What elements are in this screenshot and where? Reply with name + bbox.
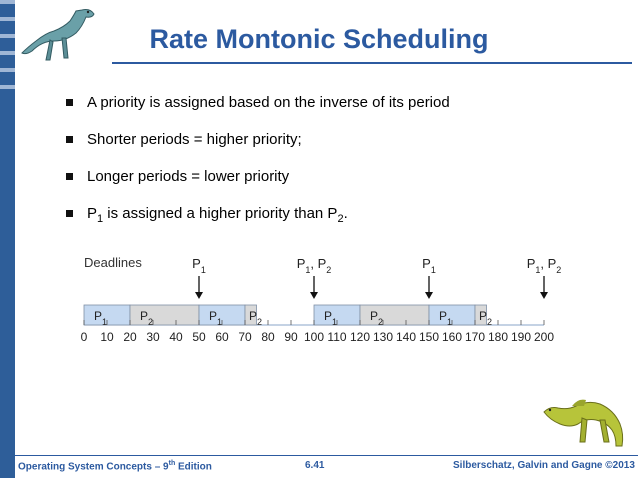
scheduling-timeline bbox=[78, 250, 578, 350]
slide-title: Rate Montonic Scheduling bbox=[149, 24, 489, 54]
segment-label: $P_2$ bbox=[249, 309, 263, 327]
dinosaur-icon bbox=[542, 378, 634, 454]
square-bullet-icon bbox=[66, 210, 73, 217]
bullet-item bbox=[66, 92, 606, 129]
segment-label: $P_1$ bbox=[439, 309, 453, 327]
bullet-item bbox=[66, 166, 606, 203]
tick-label: 50 bbox=[192, 330, 206, 344]
title-divider bbox=[112, 62, 632, 64]
segment-label: $P_2$ bbox=[140, 309, 154, 327]
deadlines-label: Deadlines bbox=[84, 255, 142, 270]
tick-label: 30 bbox=[146, 330, 160, 344]
footer-divider bbox=[15, 455, 638, 456]
segment-label: $P_1$ bbox=[209, 309, 223, 327]
deadline-label: $P_1$ bbox=[422, 256, 436, 275]
footer-copyright: Silberschatz, Galvin and Gagne ©2013 bbox=[453, 460, 635, 471]
deadline-arrow-head bbox=[425, 292, 433, 299]
tick-label: 60 bbox=[215, 330, 229, 344]
segment-label: $P_2$ bbox=[370, 309, 384, 327]
bullet-text: $P_1$ is assigned a higher priority than $P_2$. bbox=[87, 205, 348, 225]
bullet-list bbox=[66, 92, 606, 240]
bullet-text: Longer periods = lower priority bbox=[87, 168, 290, 185]
tick-label: 10 bbox=[100, 330, 114, 344]
tick-label: 40 bbox=[169, 330, 183, 344]
deadline-arrow-head bbox=[195, 292, 203, 299]
tick-label: 180 bbox=[487, 330, 509, 344]
tick-label: 90 bbox=[284, 330, 298, 344]
bullet-text: A priority is assigned based on the inverse of its period bbox=[87, 94, 450, 111]
deadline-arrow-head bbox=[310, 292, 318, 299]
square-bullet-icon bbox=[66, 173, 73, 180]
tick-label: 0 bbox=[80, 330, 88, 344]
deadline-label: $P_1$, $P_2$ bbox=[526, 256, 562, 275]
footer-book-title: Operating System Concepts – 9th Edition bbox=[18, 460, 212, 473]
tick-label: 20 bbox=[123, 330, 137, 344]
segment-label: $P_1$ bbox=[324, 309, 338, 327]
tick-label: 200 bbox=[533, 330, 555, 344]
tick-label: 150 bbox=[418, 330, 440, 344]
bullet-item bbox=[66, 129, 606, 166]
left-accent-bar bbox=[0, 0, 15, 478]
tick-label: 170 bbox=[464, 330, 486, 344]
bullet-item bbox=[66, 203, 606, 240]
tick-label: 120 bbox=[349, 330, 371, 344]
segment-label: $P_2$ bbox=[479, 309, 493, 327]
footer-page-number: 6.41 bbox=[305, 460, 325, 471]
square-bullet-icon bbox=[66, 99, 73, 106]
tick-label: 140 bbox=[395, 330, 417, 344]
square-bullet-icon bbox=[66, 136, 73, 143]
deadline-label: $P_1$ bbox=[192, 256, 206, 275]
tick-label: 190 bbox=[510, 330, 532, 344]
deadline-label: $P_1$, $P_2$ bbox=[296, 256, 332, 275]
deadline-arrow-head bbox=[540, 292, 548, 299]
tick-label: 110 bbox=[327, 330, 347, 344]
segment-label: $P_1$ bbox=[94, 309, 108, 327]
bullet-text: Shorter periods = higher priority; bbox=[87, 131, 302, 148]
tick-label: 70 bbox=[238, 330, 252, 344]
tick-label: 130 bbox=[372, 330, 394, 344]
tick-label: 100 bbox=[303, 330, 325, 344]
tick-label: 80 bbox=[261, 330, 275, 344]
tick-label: 160 bbox=[441, 330, 463, 344]
